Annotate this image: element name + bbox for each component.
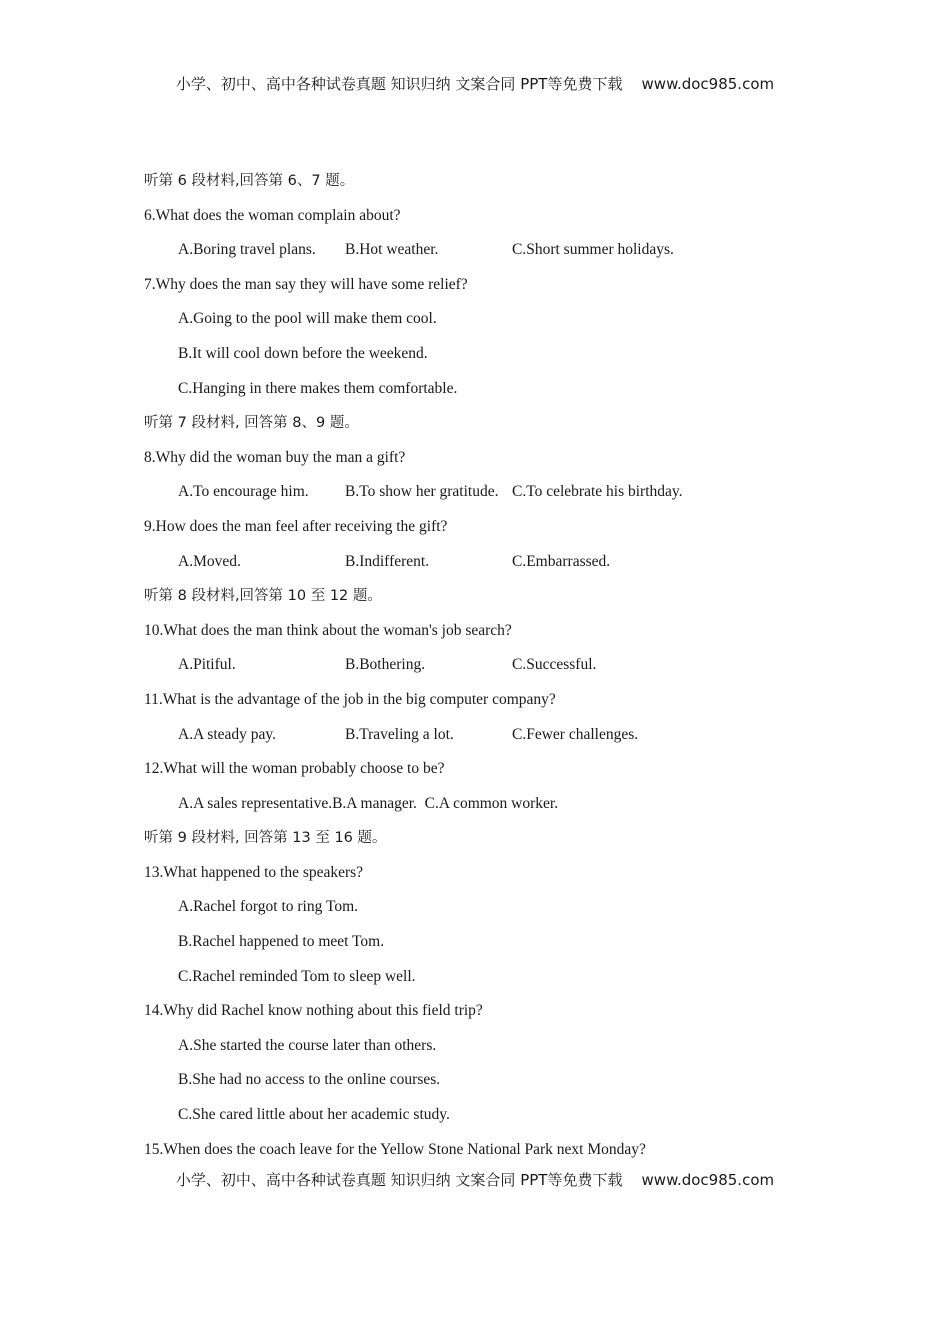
option-b: B.Bothering. xyxy=(345,656,426,674)
question-12-options: A.A sales representative.B.A manager. C.A common worker. xyxy=(178,794,559,812)
section-heading-7: 听第 7 段材料, 回答第 8、9 题。 xyxy=(144,415,359,432)
option-a: A.Boring travel plans. xyxy=(178,241,316,259)
question-14: 14.Why did Rachel know nothing about this field trip? xyxy=(144,1002,483,1020)
question-13: 13.What happened to the speakers? xyxy=(144,863,364,881)
question-6-options xyxy=(144,241,864,276)
section-heading-8: 听第 8 段材料,回答第 10 至 12 题。 xyxy=(144,588,382,605)
footer-text: 小学、初中、高中各种试卷真题 知识归纳 文案合同 PPT等免费下载 xyxy=(175,1171,623,1189)
option-a: A.Pitiful. xyxy=(178,656,236,674)
question-10-options xyxy=(144,656,864,691)
question-9: 9.How does the man feel after receiving the gift? xyxy=(144,517,448,535)
question-15: 15.When does the coach leave for the Yellow Stone National Park next Monday? xyxy=(144,1140,646,1158)
option-b: B.Indifferent. xyxy=(345,552,430,570)
option-a: A.A steady pay. xyxy=(178,725,277,743)
question-11-options xyxy=(144,726,864,761)
option-c: C.Fewer challenges. xyxy=(512,725,639,743)
option-b: B.To show her gratitude. xyxy=(345,483,499,501)
header-url: www.doc985.com xyxy=(641,75,775,93)
question-6: 6.What does the woman complain about? xyxy=(144,206,401,224)
page-footer xyxy=(0,1169,950,1190)
option-c: C.Rachel reminded Tom to sleep well. xyxy=(178,967,416,985)
section-heading-6: 听第 6 段材料,回答第 6、7 题。 xyxy=(144,173,355,189)
option-a: A.Moved. xyxy=(178,552,241,570)
question-8: 8.Why did the woman buy the man a gift? xyxy=(144,448,406,466)
question-8-options xyxy=(144,483,864,518)
option-b: B.Traveling a lot. xyxy=(345,725,454,743)
option-c: C.To celebrate his birthday. xyxy=(512,483,683,501)
question-12: 12.What will the woman probably choose to be? xyxy=(144,760,445,778)
option-a: A.She started the course later than others. xyxy=(178,1036,437,1054)
option-b: B.She had no access to the online courses. xyxy=(178,1071,441,1089)
exam-content xyxy=(144,172,864,1175)
option-b: B.Rachel happened to meet Tom. xyxy=(178,933,385,951)
option-a: A.Rachel forgot to ring Tom. xyxy=(178,898,359,916)
option-c: C.She cared little about her academic study. xyxy=(178,1106,450,1124)
option-c: C.Embarrassed. xyxy=(512,552,611,570)
option-c: C.Hanging in there makes them comfortable. xyxy=(178,379,458,397)
option-c: C.Short summer holidays. xyxy=(512,241,674,259)
option-b: B.Hot weather. xyxy=(345,241,439,259)
option-b: B.It will cool down before the weekend. xyxy=(178,344,428,362)
option-a: A.To encourage him. xyxy=(178,483,309,501)
question-11: 11.What is the advantage of the job in the big computer company? xyxy=(144,690,556,708)
question-7: 7.Why does the man say they will have some relief? xyxy=(144,275,468,293)
page-header xyxy=(0,73,950,94)
section-heading-9: 听第 9 段材料, 回答第 13 至 16 题。 xyxy=(144,830,387,847)
question-10: 10.What does the man think about the woman's job search? xyxy=(144,621,512,639)
option-a: A.Going to the pool will make them cool. xyxy=(178,310,437,328)
question-9-options xyxy=(144,553,864,588)
header-text: 小学、初中、高中各种试卷真题 知识归纳 文案合同 PPT等免费下载 xyxy=(175,75,623,93)
option-c: C.Successful. xyxy=(512,656,597,674)
footer-url: www.doc985.com xyxy=(641,1171,775,1189)
